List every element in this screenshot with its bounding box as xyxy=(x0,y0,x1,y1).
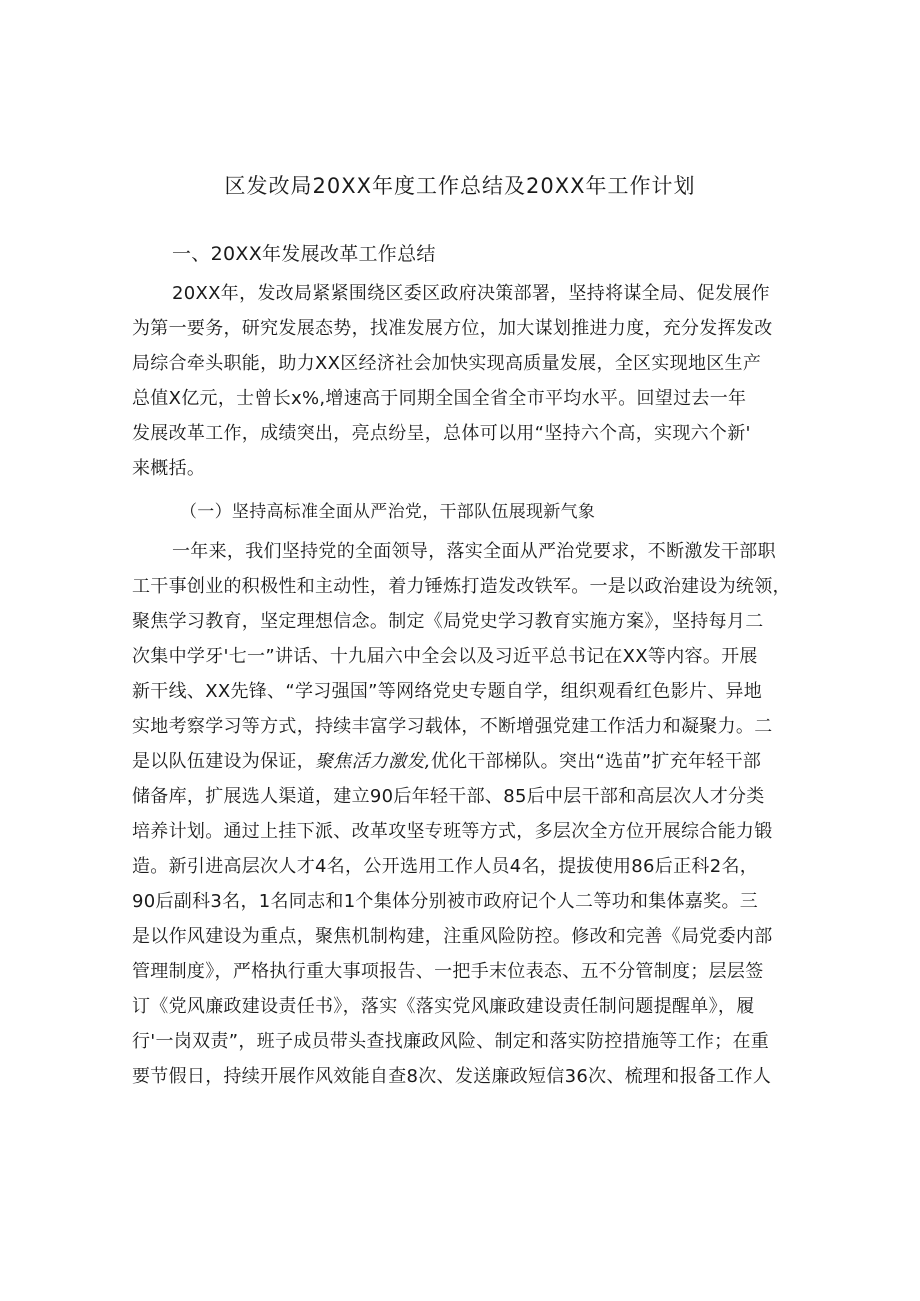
subsection-heading: （一）坚持高标准全面从严治党，干部队伍展现新气象 xyxy=(180,502,596,522)
paragraph-line-with-emphasis xyxy=(132,750,761,774)
paragraph-line: 订《党风廉政建设责任书》，落实《落实党风廉政建设责任制问题提醒单》，履 xyxy=(132,996,755,1017)
paragraph-line: 一年来，我们坚持党的全面领导，落实全面从严治党要求，不断激发干部职 xyxy=(172,541,776,562)
paragraph-line: 要节假日，持续开展作风效能自查8次、发送廉政短信36次、梳理和报备工作人 xyxy=(132,1066,772,1087)
paragraph-line: 为第一要务，研究发展态势，找准发展方位，加大谋划推进力度，充分发挥发改 xyxy=(132,318,773,339)
paragraph-line: 次集中学牙'七一”讲话、十九届六中全会以及习近平总书记在XX等内容。开展 xyxy=(132,646,758,667)
paragraph-line: 工干事创业的积极性和主动性，着力锤炼打造发改铁军。一是以政治建设为统领， xyxy=(132,576,791,597)
paragraph-line: 管理制度》，严格执行重大事项报告、一把手末位表态、五不分管制度；层层签 xyxy=(132,961,764,982)
line-segment: 是以队伍建设为保证， xyxy=(132,751,315,772)
paragraph-line: 90后副科3名，1名同志和1个集体分别被市政府记个人二等功和集体嘉奖。三 xyxy=(132,891,759,912)
paragraph-line: 聚焦学习教育，坚定理想信念。制定《局党史学习教育实施方案》，坚持每月二 xyxy=(132,611,764,632)
paragraph-line: 20XX年，发改局紧紧围绕区委区政府决策部署，坚持将谋全局、促发展作 xyxy=(172,283,770,304)
paragraph-line: 局综合牵头职能，助力XX区经济社会加快实现高质量发展，全区实现地区生产 xyxy=(132,353,762,374)
paragraph-line: 发展改革工作，成绩突出，亮点纷呈，总体可以用“坚持六个高，实现六个新' xyxy=(132,423,751,444)
paragraph-line: 实地考察学习等方式，持续丰富学习载体，不断增强党建工作活力和凝聚力。二 xyxy=(132,716,773,737)
italic-emphasis: 聚焦活力激发, xyxy=(315,751,431,772)
paragraph-line: 培养计划。通过上挂下派、改革攻坚专班等方式，多层次全方位开展综合能力锻 xyxy=(132,821,773,842)
paragraph-line: 造。新引进高层次人才4名，公开选用工作人员4名，提拔使用86后正科2名， xyxy=(132,856,759,877)
paragraph-line: 来概括。 xyxy=(132,458,206,479)
paragraph-line: 是以作风建设为重点，聚焦机制构建，注重风险防控。修改和完善《局党委内部 xyxy=(132,926,773,947)
paragraph-line: 储备库，扩展选人渠道，建立90后年轻干部、85后中层干部和高层次人才分类 xyxy=(132,786,765,807)
document-title: 区发改局20XX年度工作总结及20XX年工作计划 xyxy=(224,174,696,198)
paragraph-line: 行'一岗双责”，班子成员带头查找廉政风险、制定和落实防控措施等工作；在重 xyxy=(132,1031,770,1052)
line-segment: 优化干部梯队。突出“选苗”扩充年轻干部 xyxy=(430,751,762,772)
paragraph-line: 新干线、XX先锋、“学习强国”等网络党史专题自学，组织观看红色影片、异地 xyxy=(132,681,763,702)
section-heading: 一、20XX年发展改革工作总结 xyxy=(172,243,436,265)
paragraph-line: 总值X亿元，士曾长x%,增速高于同期全国全省全市平均水平。回望过去一年 xyxy=(132,388,747,409)
